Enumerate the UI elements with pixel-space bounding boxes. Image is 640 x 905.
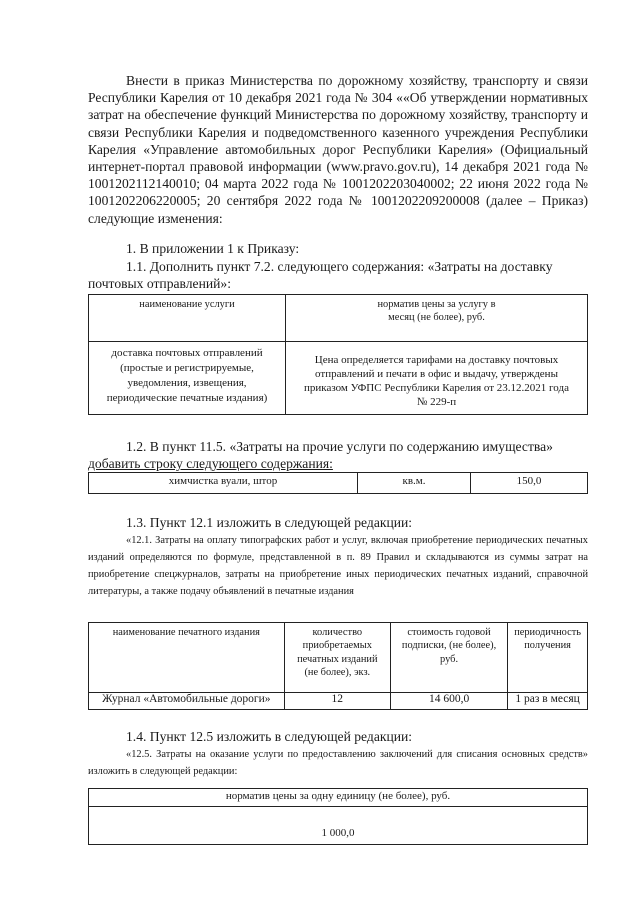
item-1-1-line2: почтовых отправлений»: (88, 276, 231, 291)
table3-cell-quantity: 12 (284, 693, 390, 710)
item-1-4-text: «12.5. Затраты на оказание услуги по предоставлению заключений для списания основных средств» изложить в следующей редакции: (88, 749, 588, 777)
table1-cell-norm: Цена определяется тарифами на доставку почтовых отправлений и печати в офис и выдачу, утверждены приказом УФПС Республики Карелия от 23.12.2021 года № 229-п (286, 342, 588, 415)
periodicals-table (88, 622, 588, 710)
item-1-3-heading: 1.3. Пункт 12.1 изложить в следующей редакции: (126, 515, 413, 530)
item-1-2-line1: 1.2. В пункт 11.5. «Затраты на прочие услуги по содержанию имущества» (126, 439, 553, 454)
item-1-3-text: «12.1. Затраты на оплату типографских работ и услуг, включая приобретение периодических печатных изданий определяются по формуле, представленной в п. 89 Правил и складываются из суммы затрат на приобретение спецжурналов, затраты на приобретение иных периодических печатных изданий, справочной литературы, а также подачу объявлений в печатные издания (88, 535, 588, 597)
table3-header-periodicity: периодичность получения (508, 623, 588, 693)
item-1-4-heading: 1.4. Пункт 12.5 изложить в следующей редакции: (126, 729, 413, 744)
table3-cell-cost: 14 600,0 (390, 693, 507, 710)
item-1-1-line1: 1.1. Дополнить пункт 7.2. следующего содержания: «Затраты на доставку (126, 259, 553, 274)
table3-header-cost: стоимость годовой подписки, (не более), руб. (390, 623, 507, 693)
intro-paragraph: Внести в приказ Министерства по дорожному хозяйству, транспорту и связи Республики Карелия от 10 декабря 2021 года № 304 ««Об утверждении нормативных затрат на обеспечение функций Министерства по дорожному хозяйству, транспорту и связи Республики Карелия и подведомственного казенного учреждения Республики Карелия «Управление автомобильных дорог Республики Карелия» (Официальный интернет-портал правовой информации (www.pravo.gov.ru), 14 декабря 2021 года № 1001202112140010; 04 марта 2022 года № 1001202203040002; 22 июня 2022 года № 1001202206220005; 20 сентября 2022 года № 1001202209200008 (далее – Приказ) следующие изменения: (88, 73, 588, 226)
table4-header: норматив цены за одну единицу (не более), руб. (89, 789, 588, 807)
table1-header-norm: норматив цены за услугу в месяц (не более), руб. (286, 295, 588, 342)
table4-value: 1 000,0 (89, 807, 588, 845)
table3-cell-periodicity: 1 раз в месяц (508, 693, 588, 710)
table2-cell-price: 150,0 (471, 473, 588, 494)
table2-cell-unit: кв.м. (358, 473, 471, 494)
table2-cell-service: химчистка вуали, штор (89, 473, 358, 494)
table3-header-quantity: количество приобретаемых печатных изданий (не более), экз. (284, 623, 390, 693)
assets-writeoff-table (88, 788, 588, 845)
table3-header-name: наименование печатного издания (89, 623, 285, 693)
table1-cell-service: доставка почтовых отправлений (простые и регистрируемые, уведомления, извещения, периодические печатные издания) (89, 342, 286, 415)
item-1-2-line2: добавить строку следующего содержания: (88, 456, 333, 471)
item-1-heading: 1. В приложении 1 к Приказу: (126, 241, 300, 256)
table3-cell-name: Журнал «Автомобильные дороги» (89, 693, 285, 710)
table1-header-service: наименование услуги (89, 295, 286, 342)
postal-delivery-table (88, 294, 588, 415)
cleaning-row-table (88, 472, 588, 494)
